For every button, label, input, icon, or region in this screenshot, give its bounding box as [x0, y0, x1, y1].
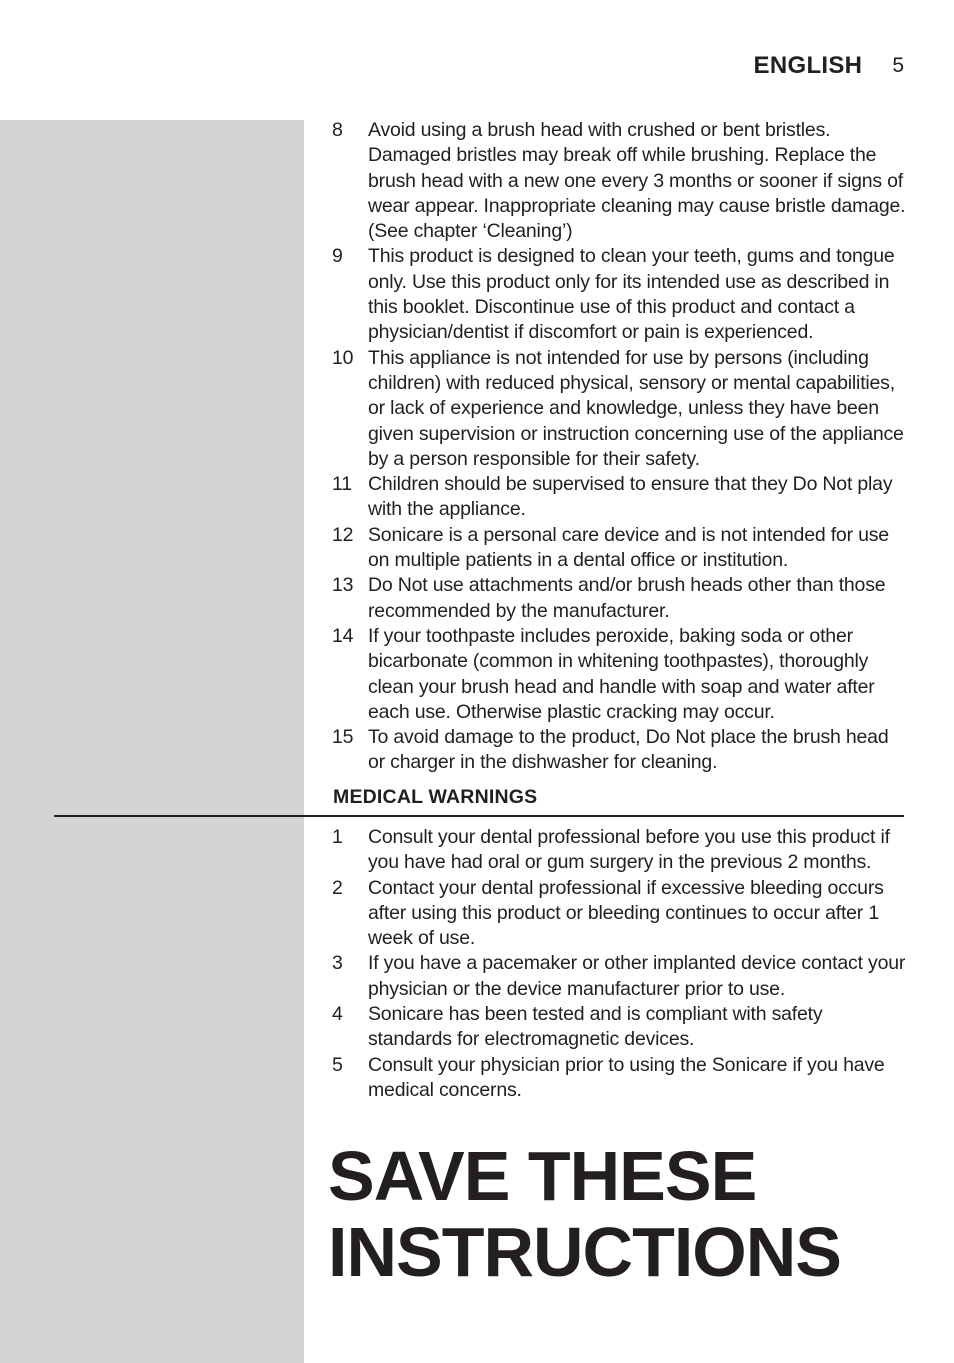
item-text: Do Not use attachments and/or brush heads other than those recommended by the manufacturer.	[368, 574, 886, 622]
side-panel	[0, 120, 304, 1363]
list-item	[332, 825, 907, 876]
list-item	[332, 876, 907, 952]
closing-title	[328, 1138, 841, 1290]
section-divider	[54, 815, 904, 817]
list-item	[332, 523, 907, 574]
list-item	[332, 244, 907, 345]
page-header	[754, 50, 904, 82]
item-text: If you have a pacemaker or other implanted device contact your physician or the device manufacturer prior to use.	[368, 952, 906, 1000]
item-number: 2	[332, 876, 343, 899]
list-item	[332, 725, 907, 776]
item-text: Avoid using a brush head with crushed or bent bristles. Damaged bristles may break off while brushing. Replace the brush head with a new one every 3 months or sooner if signs of wear appear. Inappropriate cleaning may cause bristle damage. (See chapter ‘Cleaning’)	[368, 119, 906, 243]
item-text: Consult your dental professional before you use this product if you have had oral or gum surgery in the previous 2 months.	[368, 826, 890, 874]
item-number: 13	[332, 574, 354, 597]
item-text: This product is designed to clean your teeth, gums and tongue only. Use this product only for its intended use as described in this booklet. Discontinue use of this product and contact a physician/dentist if discomfort or pain is experienced.	[368, 245, 895, 344]
item-number: 3	[332, 952, 343, 975]
closing-title-line-2: INSTRUCTIONS	[328, 1213, 841, 1291]
list-item	[332, 1053, 907, 1104]
item-text: Sonicare has been tested and is compliant with safety standards for electromagnetic devices.	[368, 1003, 823, 1051]
list-item	[332, 624, 907, 725]
item-number: 1	[332, 826, 343, 848]
item-number: 8	[332, 119, 343, 141]
section-heading-medical-warnings: MEDICAL WARNINGS	[333, 786, 538, 808]
item-number: 5	[332, 1053, 343, 1076]
medical-warnings-list	[332, 825, 907, 1103]
closing-title-line-1: SAVE THESE	[328, 1137, 757, 1215]
item-text: If your toothpaste includes peroxide, baking soda or other bicarbonate (common in whitening toothpastes), thoroughly clean your brush head and handle with soap and water after each use. Otherwise plastic cracking may occur.	[368, 624, 875, 723]
page-number: 5	[892, 54, 904, 77]
list-item	[332, 951, 907, 1002]
item-number: 4	[332, 1003, 343, 1026]
item-text: Contact your dental professional if excessive bleeding occurs after using this product or bleeding continues to occur after 1 week of use.	[368, 876, 884, 950]
safety-list	[332, 118, 907, 776]
list-item	[332, 1002, 907, 1053]
item-text: Sonicare is a personal care device and is not intended for use on multiple patients in a dental office or institution.	[368, 523, 889, 572]
item-number: 11	[332, 473, 352, 496]
list-item	[332, 472, 907, 523]
item-number: 15	[332, 726, 354, 749]
item-text: This appliance is not intended for use by persons (including children) with reduced physical, sensory or mental capabilities, or lack of experience and knowledge, unless they have been given supervision or instruction concerning use of the appliance by a person responsible for their safety.	[368, 346, 904, 470]
list-item	[332, 118, 907, 244]
item-number: 12	[332, 523, 354, 546]
item-text: To avoid damage to the product, Do Not place the brush head or charger in the dishwasher for cleaning.	[368, 726, 889, 774]
item-text: Children should be supervised to ensure that they Do Not play with the appliance.	[368, 473, 893, 521]
list-item	[332, 346, 907, 472]
language-label: ENGLISH	[753, 52, 863, 79]
item-number: 10	[332, 346, 354, 369]
list-item	[332, 573, 907, 624]
item-number: 9	[332, 245, 343, 268]
item-number: 14	[332, 624, 354, 647]
item-text: Consult your physician prior to using the Sonicare if you have medical concerns.	[368, 1053, 885, 1101]
